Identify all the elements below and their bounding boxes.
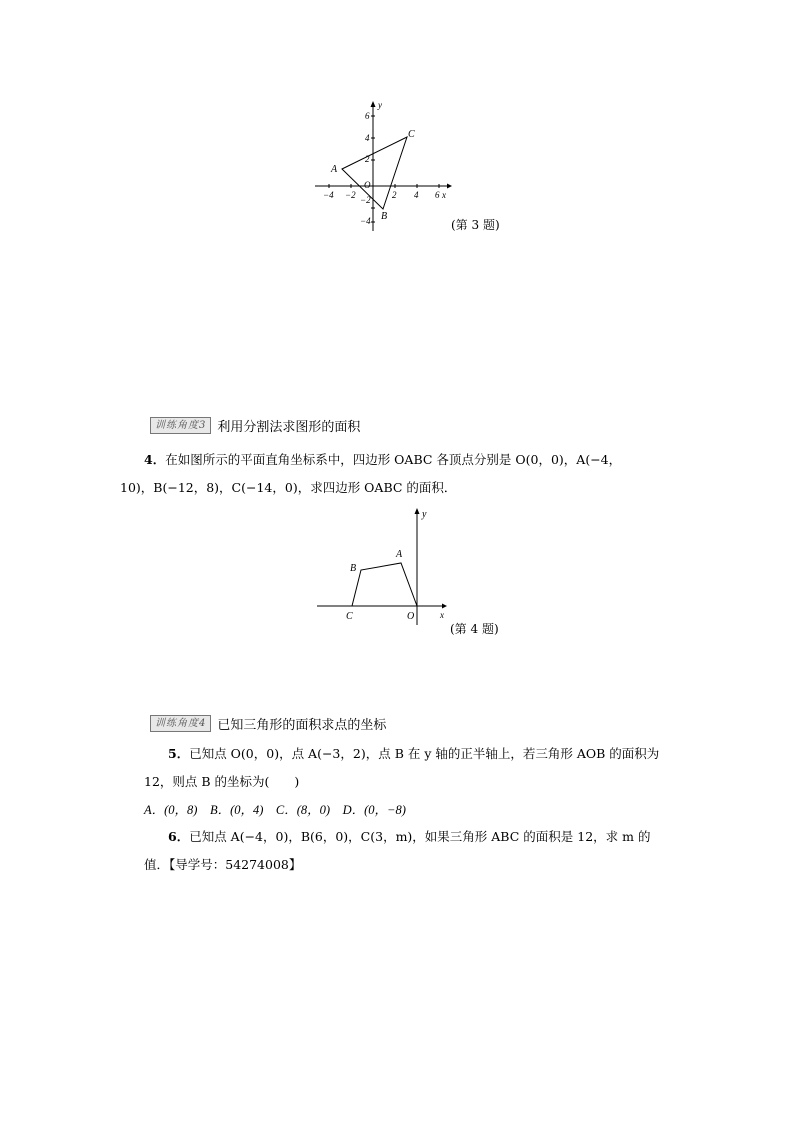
y-tick-label: 2 <box>365 154 370 164</box>
question-6 <box>144 823 688 879</box>
figure-3-graph <box>310 98 460 238</box>
point-label-c: C <box>346 611 353 622</box>
question-6-line-1: 已知点 A(−4，0)，B(6，0)，C(3，m)，如果三角形 ABC 的面积是 12，求 m 的 <box>189 829 651 844</box>
question-5 <box>144 740 688 824</box>
x-tick-label: 2 <box>392 190 397 200</box>
question-4-number: 4． <box>144 452 166 467</box>
figure-4-caption: (第 4 题) <box>450 622 499 636</box>
y-tick-label: 4 <box>365 133 370 143</box>
figure-3-caption: (第 3 题) <box>451 218 500 232</box>
x-tick-label: 4 <box>414 190 419 200</box>
section-3-heading <box>150 416 360 435</box>
y-axis-label: y <box>378 100 382 110</box>
question-6-line-2: 值．【导学号：54274008】 <box>144 857 302 872</box>
x-tick-label: −2 <box>345 190 356 200</box>
question-5-options: A．(0，8) B．(0，4) C．(8，0) D．(0，−8) <box>144 803 406 817</box>
question-4 <box>120 446 684 502</box>
section-4-badge: 训练角度4 <box>150 715 211 732</box>
x-axis-label: x <box>442 190 446 200</box>
origin-label: O <box>407 611 415 622</box>
point-label-c: C <box>408 129 415 140</box>
point-label-a: A <box>331 164 338 175</box>
section-4-title: 已知三角形的面积求点的坐标 <box>217 718 387 733</box>
question-5-line-2: 12，则点 B 的坐标为( ) <box>144 774 300 789</box>
y-tick-label: −2 <box>360 195 371 205</box>
question-5-number: 5． <box>168 746 190 761</box>
x-tick-label: 6 <box>435 190 440 200</box>
y-axis-arrow-icon <box>415 508 420 514</box>
x-tick-label: −4 <box>323 190 334 200</box>
figure-4-graph <box>315 505 455 625</box>
point-label-a: A <box>396 549 403 560</box>
question-6-number: 6． <box>168 829 190 844</box>
section-3-title: 利用分割法求图形的面积 <box>217 420 361 435</box>
quadrilateral-oabc <box>352 563 417 606</box>
question-4-line-1: 在如图所示的平面直角坐标系中，四边形 OABC 各顶点分别是 O(0，0)，A(−4， <box>165 452 622 467</box>
point-label-b: B <box>350 563 357 574</box>
x-axis-label: x <box>440 610 444 620</box>
question-4-line-2: 10)，B(−12，8)，C(−14，0)，求四边形 OABC 的面积． <box>120 480 457 495</box>
section-4-heading <box>150 714 386 733</box>
y-tick-label: −4 <box>360 216 371 226</box>
point-label-b: B <box>381 211 388 222</box>
section-3-badge: 训练角度3 <box>150 417 211 434</box>
y-tick-label: 6 <box>365 111 370 121</box>
origin-label: O <box>364 180 371 190</box>
question-5-line-1: 已知点 O(0，0)，点 A(−3，2)，点 B 在 y 轴的正半轴上，若三角形 AOB 的面积为 <box>189 746 660 761</box>
y-axis-arrow-icon <box>371 101 376 107</box>
x-axis-arrow-icon <box>447 184 452 189</box>
y-axis-label: y <box>422 509 427 520</box>
x-axis-arrow-icon <box>442 604 447 609</box>
